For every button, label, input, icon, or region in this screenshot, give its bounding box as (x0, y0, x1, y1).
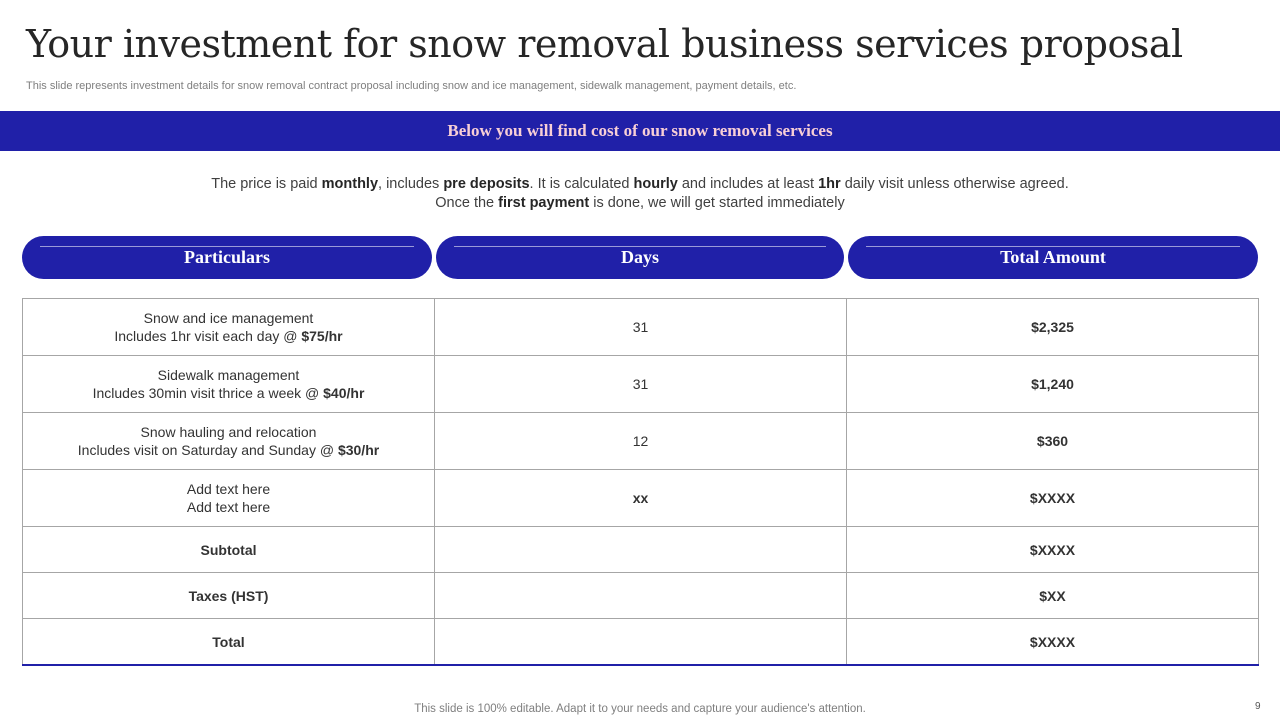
particular-detail (29, 384, 428, 402)
particular-name: Add text here (186, 481, 271, 497)
days-cell: 12 (435, 413, 847, 470)
header-days (436, 236, 844, 279)
slide-subtitle: This slide represents investment details for snow removal contract proposal including snow and ice management, sidewalk management, payment details, etc. (26, 80, 797, 92)
particular-detail-text: Includes 1hr visit each day @ (114, 328, 302, 344)
table-row (23, 470, 1259, 527)
empty-cell (435, 619, 847, 666)
particular-cell (23, 470, 435, 527)
intro-segment: The price is paid (211, 176, 322, 192)
particular-name: Snow and ice management (143, 310, 314, 326)
intro-bold-segment: hourly (633, 176, 678, 192)
particular-cell (23, 356, 435, 413)
particular-cell (23, 413, 435, 470)
intro-line-1 (0, 175, 1280, 194)
intro-text (0, 175, 1280, 213)
days-cell: xx (435, 470, 847, 527)
intro-line-2 (0, 194, 1280, 213)
intro-bold-segment: pre deposits (443, 176, 530, 192)
particular-rate: $75/hr (301, 328, 343, 344)
banner-text: Below you will find cost of our snow removal services (447, 121, 833, 140)
header-particulars (22, 236, 432, 279)
amount-cell: $XXXX (847, 470, 1259, 527)
particular-name: Sidewalk management (157, 367, 300, 383)
amount-cell: $360 (847, 413, 1259, 470)
header-total-amount-label: Total Amount (1000, 247, 1106, 267)
intro-bold-segment: monthly (321, 176, 379, 192)
particular-name: Snow hauling and relocation (140, 424, 317, 440)
header-total-amount (848, 236, 1258, 279)
intro-segment: is done, we will get started immediately (589, 195, 845, 211)
taxes-row (23, 573, 1259, 619)
slide-footer: This slide is 100% editable. Adapt it to your needs and capture your audience's attention. (414, 703, 866, 715)
particular-rate: $30/hr (337, 442, 380, 458)
cost-banner (0, 111, 1280, 151)
intro-segment: daily visit unless otherwise agreed. (840, 176, 1069, 192)
particular-detail-text: Includes visit on Saturday and Sunday @ (77, 442, 338, 458)
intro-bold-segment: 1hr (818, 176, 841, 192)
subtotal-amount: $XXXX (847, 527, 1259, 573)
header-particulars-label: Particulars (184, 247, 270, 267)
subtotal-row (23, 527, 1259, 573)
days-cell: 31 (435, 356, 847, 413)
particular-detail (29, 327, 428, 345)
subtotal-label: Subtotal (23, 527, 435, 573)
intro-bold-segment: first payment (498, 195, 590, 211)
empty-cell (435, 527, 847, 573)
particular-detail-text: Includes 30min visit thrice a week @ (92, 385, 324, 401)
particular-detail-text: Add text here (186, 499, 271, 515)
page-number: 9 (1255, 701, 1261, 712)
days-cell: 31 (435, 299, 847, 356)
taxes-amount: $XX (847, 573, 1259, 619)
particular-detail (29, 498, 428, 516)
slide-title: Your investment for snow removal business services proposal (26, 22, 1183, 66)
particular-rate: $40/hr (323, 385, 365, 401)
intro-segment: Once the (435, 195, 499, 211)
intro-segment: . It is calculated (529, 176, 634, 192)
empty-cell (435, 573, 847, 619)
particular-detail (29, 441, 428, 459)
total-amount: $XXXX (847, 619, 1259, 666)
amount-cell: $1,240 (847, 356, 1259, 413)
header-days-label: Days (620, 247, 659, 267)
particular-cell (23, 299, 435, 356)
table-row (23, 356, 1259, 413)
total-row (23, 619, 1259, 666)
total-label: Total (23, 619, 435, 666)
table-row (23, 413, 1259, 470)
table-row (23, 299, 1259, 356)
cost-table (22, 298, 1259, 666)
intro-segment: , includes (378, 176, 444, 192)
intro-segment: and includes at least (677, 176, 819, 192)
amount-cell: $2,325 (847, 299, 1259, 356)
taxes-label: Taxes (HST) (23, 573, 435, 619)
